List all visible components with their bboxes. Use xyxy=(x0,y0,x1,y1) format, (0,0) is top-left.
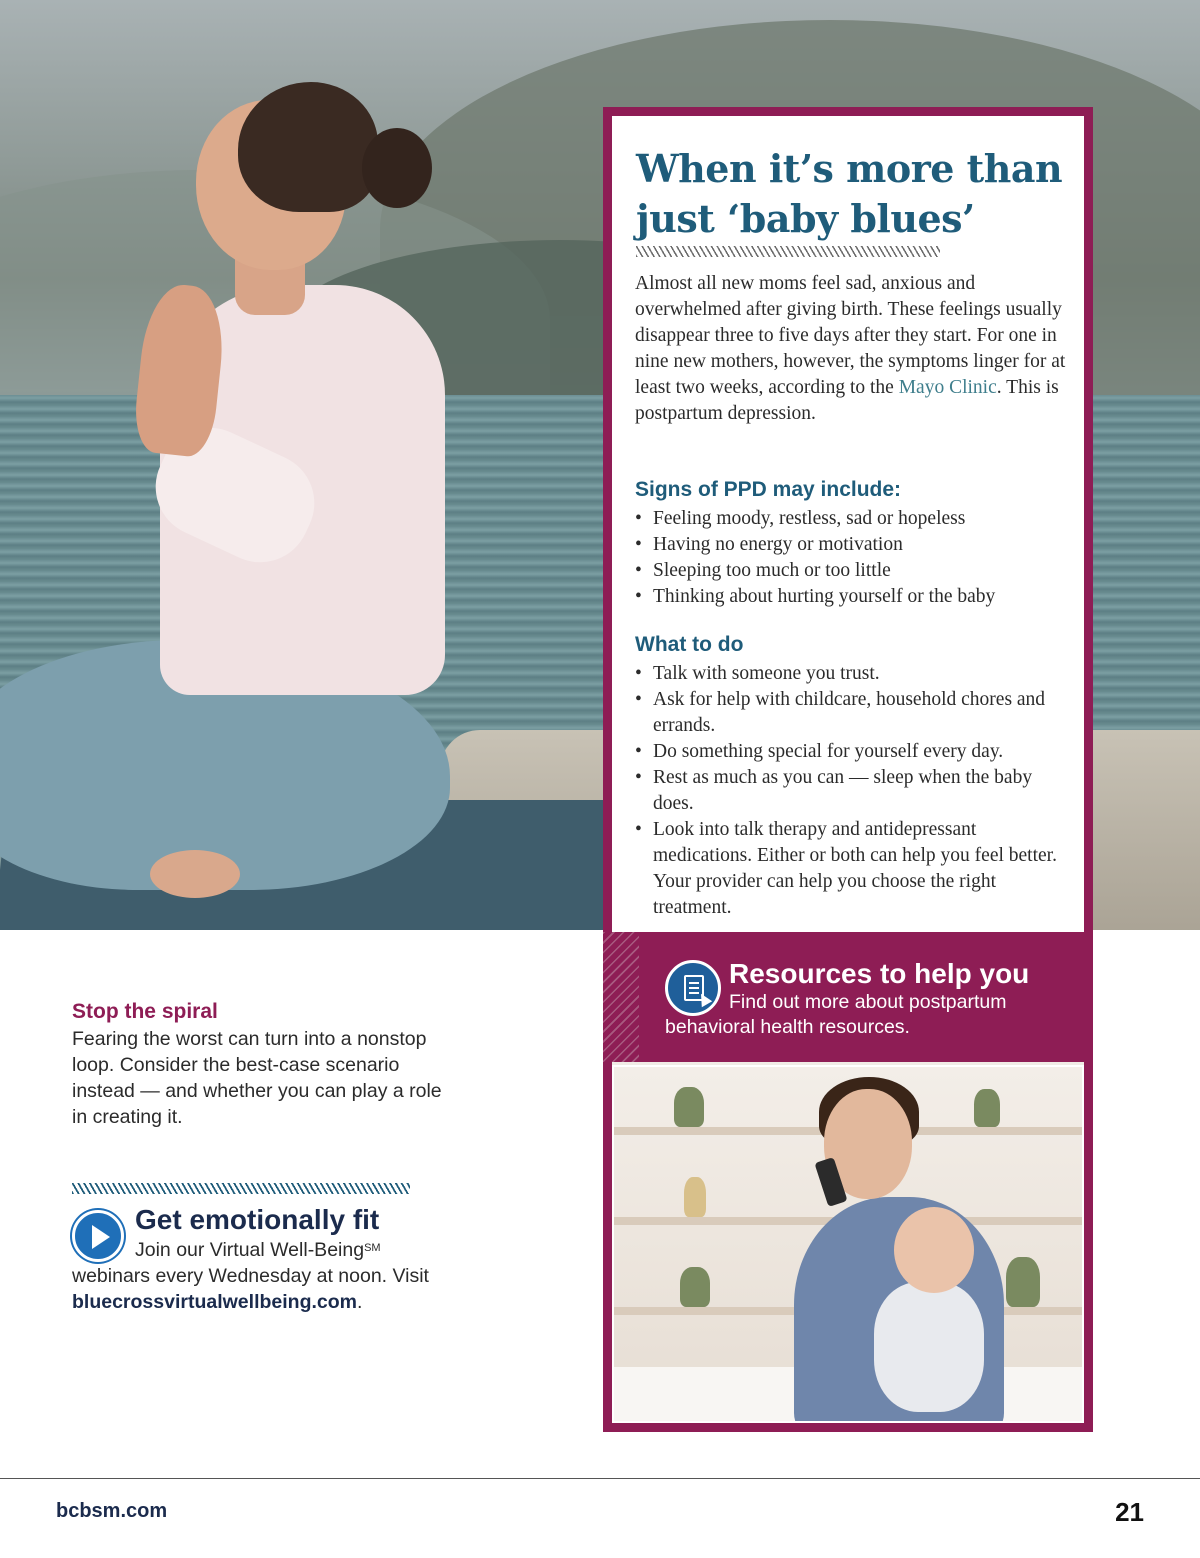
list-item: • Do something special for yourself every day. xyxy=(635,739,1075,765)
list-item: • Talk with someone you trust. xyxy=(635,661,1075,687)
list-item: • Having no energy or motivation xyxy=(635,532,1075,558)
article-panel xyxy=(603,107,1093,932)
footer-site-url[interactable]: bcbsm.com xyxy=(56,1500,168,1522)
stop-spiral-title: Stop the spiral xyxy=(72,1000,218,1023)
emotionally-fit-text xyxy=(72,1237,462,1315)
resources-banner[interactable] xyxy=(603,932,1093,1062)
mayo-clinic-link[interactable]: Mayo Clinic xyxy=(898,377,997,398)
list-item: • Look into talk therapy and antidepressant medications. Either or both can help you feel better. Your provider can help you choose the right treatment. xyxy=(635,817,1075,921)
headline-hatch-divider xyxy=(636,246,940,257)
fit-text-end: . xyxy=(357,1291,363,1313)
signs-list xyxy=(635,506,1075,610)
article-intro xyxy=(635,271,1075,427)
stop-spiral-text: Fearing the worst can turn into a nonstop loop. Consider the best-case scenario instead — and whether you can play a role in creating it. xyxy=(72,1028,442,1128)
photo-plant xyxy=(674,1087,704,1127)
list-item: • Thinking about hurting yourself or the baby xyxy=(635,584,1075,610)
service-mark: SM xyxy=(364,1242,381,1254)
signs-heading: Signs of PPD may include: xyxy=(635,478,902,501)
fit-hatch-divider xyxy=(72,1183,410,1194)
article-headline: When it’s more than just ‘baby blues’ xyxy=(636,146,1063,241)
fit-text-start: Join our Virtual Well-Being xyxy=(135,1239,365,1261)
intro-text-start: Almost all new moms feel sad, anxious and overwhelmed after giving birth. These feelings usually disappear three to five days after they start. For one in nine new mothers, however, the symptoms linger for at least two weeks, according to the xyxy=(635,273,1066,398)
wellbeing-url-link[interactable]: bluecrossvirtualwellbeing.com xyxy=(72,1291,357,1313)
photo-hair xyxy=(238,82,378,212)
photo-candle xyxy=(684,1177,706,1217)
list-item: • Ask for help with childcare, household chores and errands. xyxy=(635,687,1075,739)
photo-mother-with-baby-frame xyxy=(603,1062,1093,1432)
page-number: 21 xyxy=(1115,1497,1144,1527)
photo-baby-head xyxy=(894,1207,974,1293)
photo-plant xyxy=(1006,1257,1040,1307)
list-item: • Rest as much as you can — sleep when the baby does. xyxy=(635,765,1075,817)
intro-text-end: . This is postpartum depression. xyxy=(635,377,1059,424)
decorative-stripes xyxy=(603,932,639,1062)
fit-text-middle: webinars every Wednesday at noon. Visit xyxy=(72,1265,429,1287)
footer-rule xyxy=(0,1478,1200,1479)
photo-plant xyxy=(974,1089,1000,1127)
photo-mother-with-baby xyxy=(612,1065,1084,1423)
photo-baby-body xyxy=(874,1282,984,1412)
what-to-do-list xyxy=(635,661,1075,921)
resources-title: Resources to help you xyxy=(729,958,1030,989)
list-item: • Feeling moody, restless, sad or hopeless xyxy=(635,506,1075,532)
photo-hair-bun xyxy=(362,128,432,208)
list-item: • Sleeping too much or too little xyxy=(635,558,1075,584)
photo-plant xyxy=(680,1267,710,1307)
photo-foot xyxy=(150,850,240,898)
emotionally-fit-title: Get emotionally fit xyxy=(135,1204,380,1235)
resources-text[interactable]: Find out more about postpartum behavioral health resources. xyxy=(665,991,1007,1038)
what-to-do-heading: What to do xyxy=(635,633,744,656)
